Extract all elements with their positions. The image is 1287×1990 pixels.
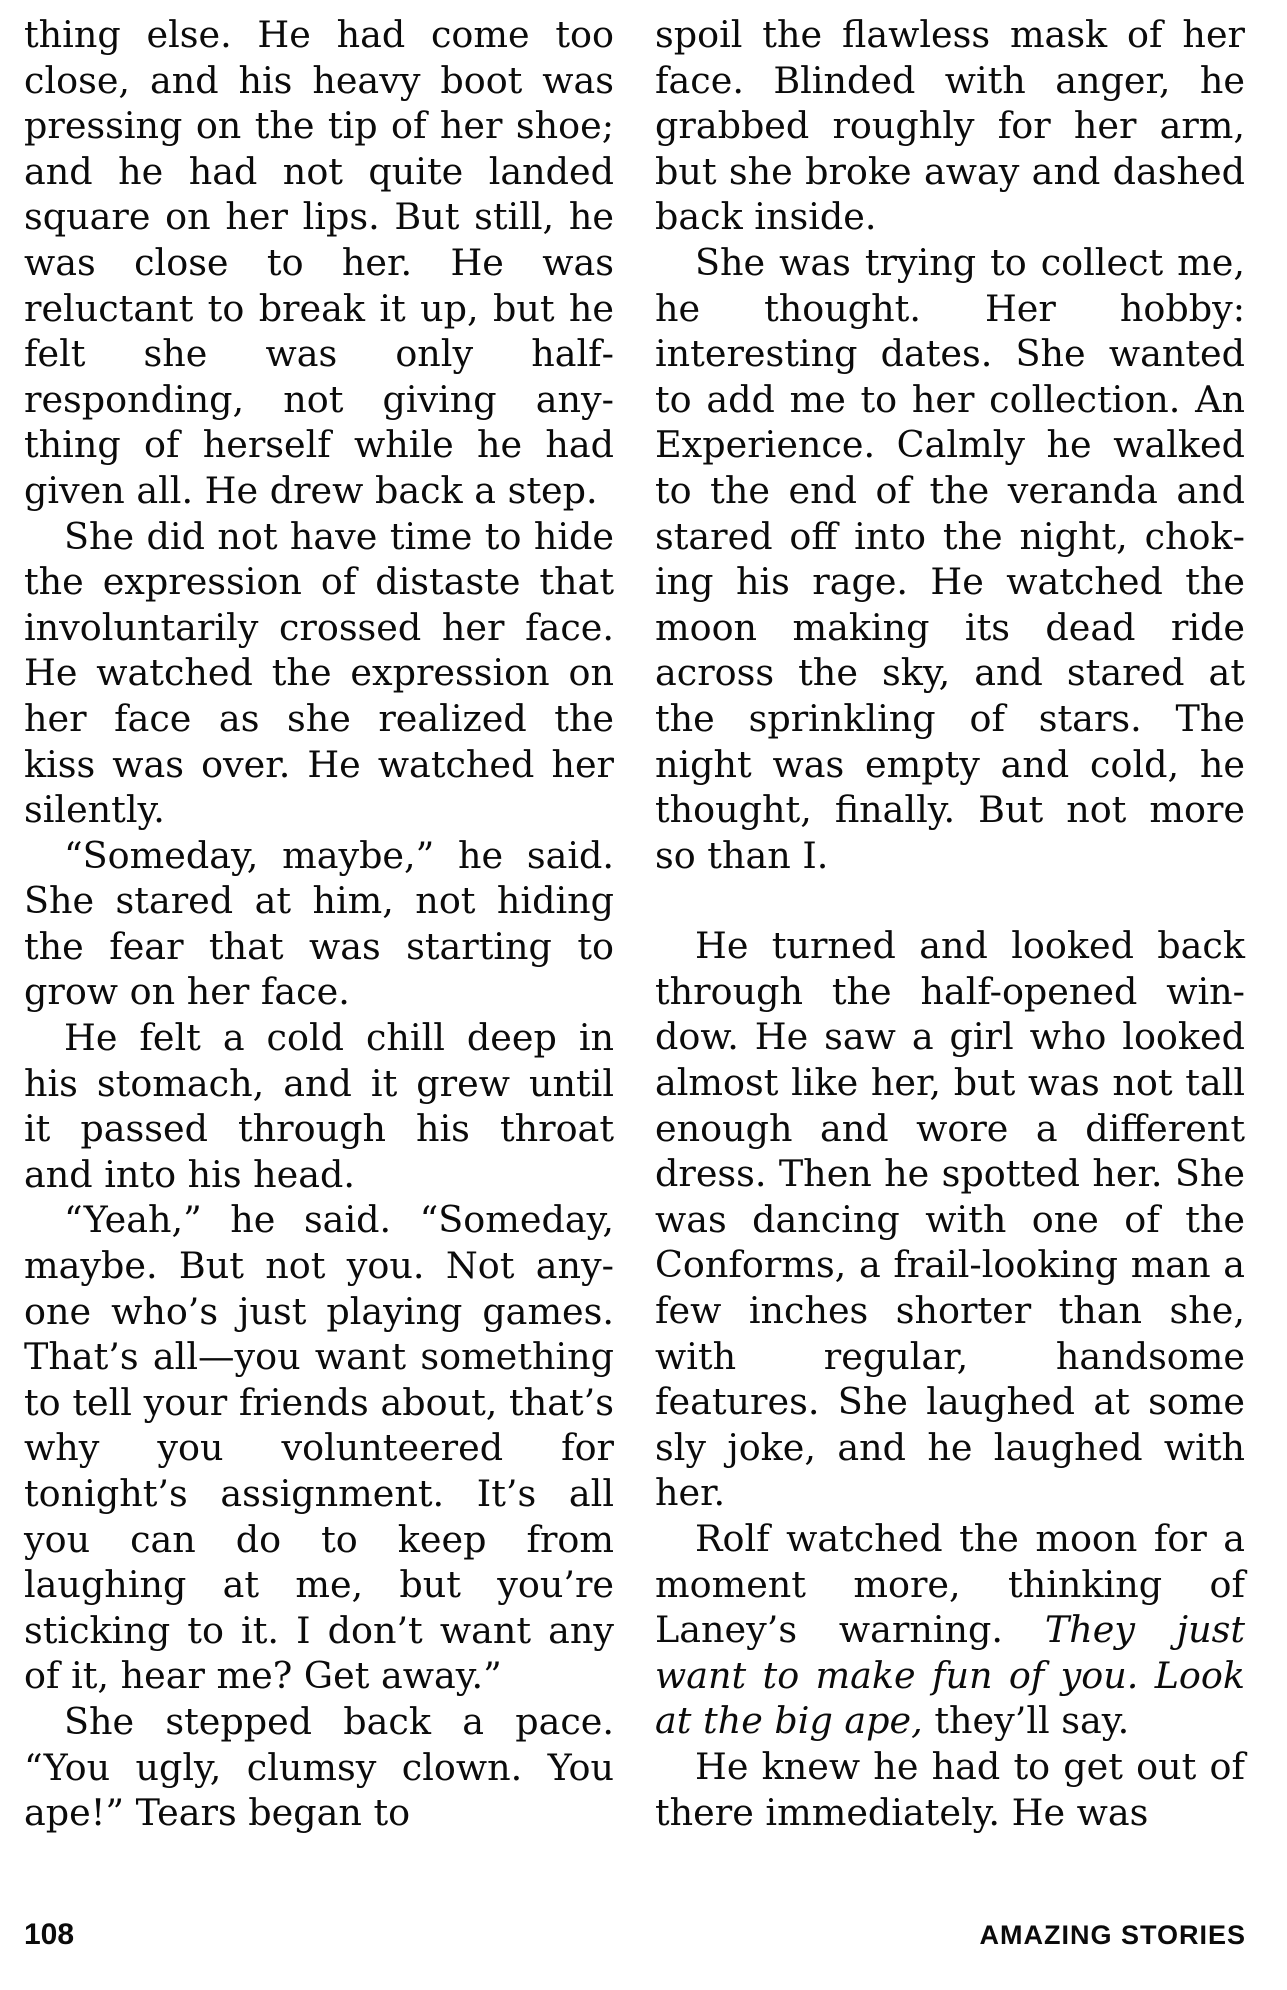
- paragraph: “Someday, maybe,” he said. She stared at him, not hiding the fear that was starting to grow on her face.: [24, 833, 614, 1014]
- left-column: [24, 12, 614, 1836]
- paragraph: She stepped back a pace. “You ugly, clumsy clown. You ape!” Tears began to: [24, 1699, 614, 1835]
- paragraph-text: they’ll say.: [922, 1699, 1130, 1743]
- paragraph: thing else. He had come too close, and his heavy boot was pressing on the tip of her shoe; and he had not quite landed square on her lips. But still, he was close to her. He was reluctant to break it up, but he felt she was only halfresponding, not giving anything of herself while he had given all. He drew back a step.: [24, 13, 614, 512]
- page-number: 108: [24, 1918, 75, 1951]
- paragraph: spoil the flawless mask of her face. Blinded with anger, he grabbed roughly for her arm, but she broke away and dashed back inside.: [655, 13, 1245, 239]
- italic-text: They just want to make fun of you. Look at the big ape,: [655, 1608, 1245, 1743]
- paragraph: She did not have time to hide the expression of distaste that involuntarily crossed her face. He watched the expression on her face as she realized the kiss was over. He watched her silently.: [24, 514, 614, 832]
- paragraph: “Yeah,” he said. “Someday, maybe. But not you. Not anyone who’s just playing games. That’s all—you want something to tell your friends about, that’s why you volunteered for tonight’s assignment. It’s all you can do to keep from laughing at me, but you’re sticking to it. I don’t want any of it, hear me? Get away.”: [24, 1198, 614, 1698]
- paragraph-text: Rolf watched the moon for a moment more, thinking of Laney’s warning.: [655, 1517, 1245, 1652]
- paragraph: He felt a cold chill deep in his stomach, and it grew until it passed through his throat and into his head.: [24, 1016, 614, 1196]
- magazine-name: AMAZING STORIES: [979, 1920, 1246, 1950]
- page-footer: [24, 1918, 1246, 1962]
- paragraph: [655, 1516, 1245, 1744]
- paragraph: He turned and looked back through the half-opened window. He saw a girl who looked almost like her, but was not tall enough and wore a different dress. Then he spotted her. She was dancing with one of the Conforms, a frail-looking man a few inches shorter than she, with regular, handsome features. She laughed at some sly joke, and he laughed with her.: [655, 924, 1245, 1515]
- right-column: [655, 12, 1245, 1835]
- paragraph: He knew he had to get out of there immediately. He was: [655, 1744, 1245, 1834]
- paragraph: She was trying to collect me, he thought. Her hobby: interesting dates. She wanted to add me to her collection. An Experience. Calmly he walked to the end of the veranda and stared off into the night, choking his rage. He watched the moon making its dead ride across the sky, and stared at the sprinkling of stars. The night was empty and cold, he thought, finally. But not more so than I.: [655, 240, 1245, 877]
